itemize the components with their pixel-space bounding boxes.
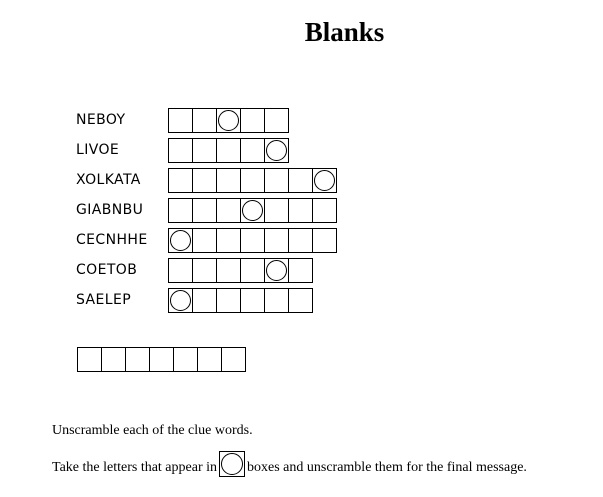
- final-letter-box[interactable]: [197, 347, 222, 372]
- letter-box[interactable]: [216, 228, 241, 253]
- letter-box[interactable]: [216, 288, 241, 313]
- clue-word: NEBOY: [76, 112, 126, 128]
- circled-letter-box[interactable]: [264, 258, 289, 283]
- letter-box[interactable]: [192, 288, 217, 313]
- final-letter-box[interactable]: [149, 347, 174, 372]
- final-letter-box[interactable]: [101, 347, 126, 372]
- letter-box[interactable]: [168, 198, 193, 223]
- letter-box[interactable]: [288, 288, 313, 313]
- answer-boxes: [168, 108, 288, 133]
- circled-letter-box[interactable]: [240, 198, 265, 223]
- final-letter-box[interactable]: [173, 347, 198, 372]
- letter-box[interactable]: [192, 108, 217, 133]
- letter-box[interactable]: [240, 108, 265, 133]
- letter-box[interactable]: [216, 138, 241, 163]
- letter-box[interactable]: [264, 108, 289, 133]
- final-message-boxes: [77, 347, 245, 372]
- letter-box[interactable]: [312, 228, 337, 253]
- letter-box[interactable]: [240, 288, 265, 313]
- instruction-line-2-after: boxes and unscramble them for the final message.: [247, 460, 527, 475]
- answer-boxes: [168, 258, 312, 283]
- clue-word: XOLKATA: [76, 172, 141, 188]
- clue-word: GIABNBU: [76, 202, 144, 218]
- circled-letter-box[interactable]: [168, 288, 193, 313]
- letter-box[interactable]: [168, 108, 193, 133]
- letter-box[interactable]: [264, 228, 289, 253]
- letter-box[interactable]: [240, 138, 265, 163]
- letter-box[interactable]: [240, 258, 265, 283]
- letter-box[interactable]: [192, 258, 217, 283]
- final-letter-box[interactable]: [125, 347, 150, 372]
- instruction-line-1: Unscramble each of the clue words.: [52, 423, 253, 438]
- letter-box[interactable]: [264, 288, 289, 313]
- letter-box[interactable]: [168, 138, 193, 163]
- final-letter-box[interactable]: [77, 347, 102, 372]
- letter-box[interactable]: [240, 228, 265, 253]
- instruction-line-2: [52, 451, 527, 478]
- circled-box-icon: [219, 451, 245, 477]
- final-letter-box[interactable]: [221, 347, 246, 372]
- clue-word: LIVOE: [76, 142, 120, 158]
- answer-boxes: [168, 168, 336, 193]
- circled-letter-box[interactable]: [312, 168, 337, 193]
- letter-box[interactable]: [288, 258, 313, 283]
- answer-boxes: [168, 228, 336, 253]
- letter-box[interactable]: [240, 168, 265, 193]
- letter-box[interactable]: [168, 168, 193, 193]
- letter-box[interactable]: [264, 198, 289, 223]
- circled-letter-box[interactable]: [168, 228, 193, 253]
- letter-box[interactable]: [288, 198, 313, 223]
- instruction-line-2-before: Take the letters that appear in: [52, 460, 217, 475]
- letter-box[interactable]: [288, 228, 313, 253]
- circled-letter-box[interactable]: [264, 138, 289, 163]
- answer-boxes: [168, 288, 312, 313]
- letter-box[interactable]: [312, 198, 337, 223]
- letter-box[interactable]: [192, 138, 217, 163]
- letter-box[interactable]: [264, 168, 289, 193]
- answer-boxes: [168, 138, 288, 163]
- letter-box[interactable]: [216, 168, 241, 193]
- clue-word: CECNHHE: [76, 232, 148, 248]
- letter-box[interactable]: [192, 198, 217, 223]
- clue-word: COETOB: [76, 262, 138, 278]
- letter-box[interactable]: [216, 258, 241, 283]
- letter-box[interactable]: [216, 198, 241, 223]
- circled-letter-box[interactable]: [216, 108, 241, 133]
- clue-word: SAELEP: [76, 292, 132, 308]
- letter-box[interactable]: [192, 228, 217, 253]
- letter-box[interactable]: [168, 258, 193, 283]
- letter-box[interactable]: [288, 168, 313, 193]
- page-title: Blanks: [304, 17, 385, 47]
- answer-boxes: [168, 198, 336, 223]
- letter-box[interactable]: [192, 168, 217, 193]
